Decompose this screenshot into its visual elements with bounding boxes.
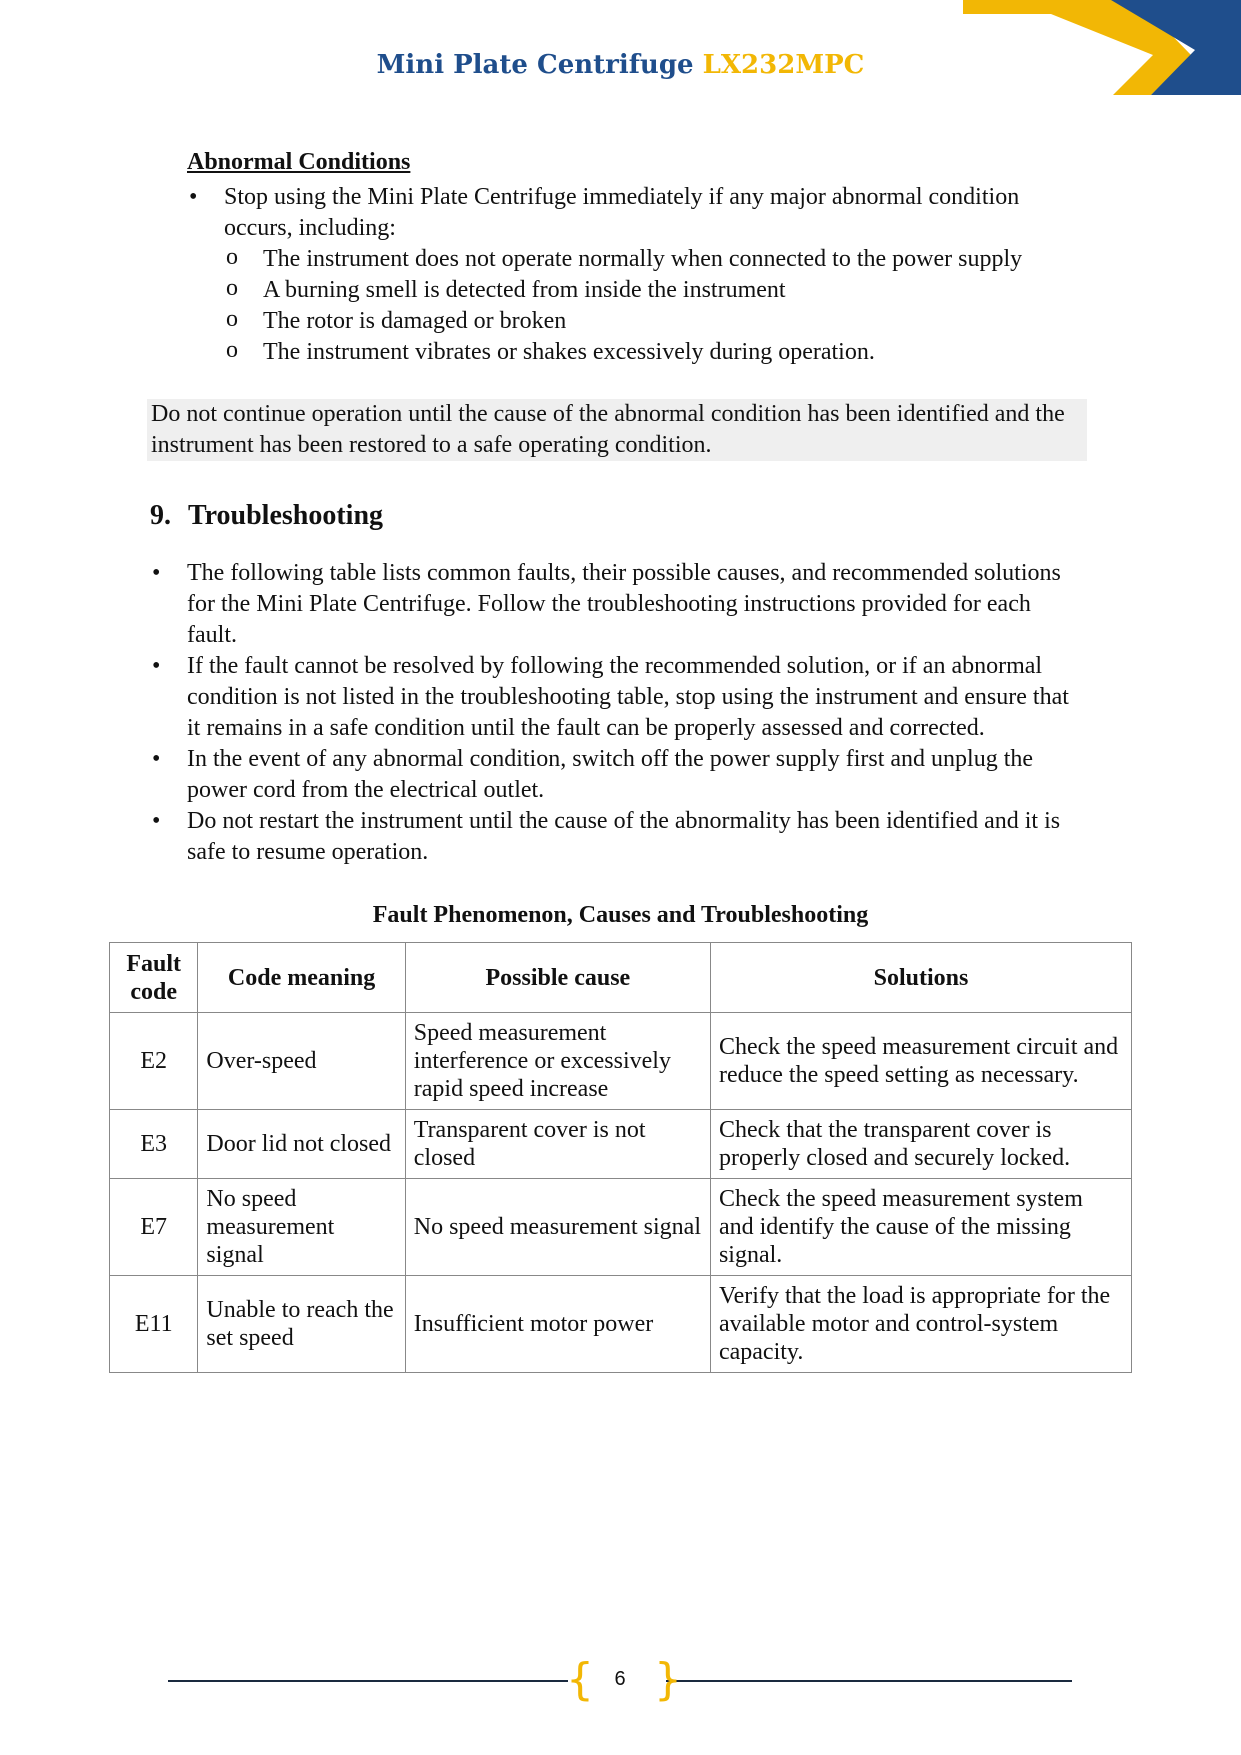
code-meaning-cell: No speed measurement signal [198,1179,405,1276]
list-item: • Stop using the Mini Plate Centrifuge immediately if any major abnormal condition occurs, including: [189,184,1020,241]
section-number: 9. [150,500,171,531]
header-product-name: Mini Plate Centrifuge [376,50,703,80]
circle-bullet-icon: o [226,275,238,301]
left-brace-icon: { [566,1654,594,1705]
list-item: o A burning smell is detected from inside the instrument [226,275,786,303]
document-header-title [0,50,1241,80]
fault-code-cell: E7 [110,1179,198,1276]
table-row [110,1179,1132,1276]
footer-divider-left [168,1680,568,1682]
bullet-icon: • [152,808,161,834]
abnormal-sub-list [223,244,1083,368]
circle-bullet-icon: o [226,337,238,363]
fault-code-cell: E11 [110,1276,198,1373]
circle-bullet-icon: o [226,306,238,332]
list-item: o The rotor is damaged or broken [226,306,567,334]
warning-note: Do not continue operation until the cause of the abnormal condition has been identified and the instrument has been restored to a safe operating condition. [147,399,1087,461]
solution-cell: Check the speed measurement circuit and reduce the speed setting as necessary. [710,1013,1131,1110]
column-header-possible-cause: Possible cause [405,943,710,1013]
section-title: Troubleshooting [188,500,384,531]
bullet-icon: • [152,746,161,772]
column-header-fault-code: Fault code [110,943,198,1013]
bullet-icon: • [189,184,198,210]
section-heading [150,500,383,532]
table-caption: Fault Phenomenon, Causes and Troubleshooting [372,902,869,928]
possible-cause-cell: Transparent cover is not closed [405,1110,710,1179]
list-item: • In the event of any abnormal condition, switch off the power supply first and unplug the power cord from the electrical outlet. [152,746,1034,803]
page-number: 6 [614,1668,626,1690]
solution-cell: Check that the transparent cover is properly closed and securely locked. [710,1110,1131,1179]
fault-code-cell: E2 [110,1013,198,1110]
bullet-icon: • [152,560,161,586]
solution-cell: Verify that the load is appropriate for the available motor and control-system capacity. [710,1276,1131,1373]
abnormal-bullet-list [187,182,1067,244]
table-header-row [110,943,1132,1013]
table-row [110,1110,1132,1179]
possible-cause-cell: Insufficient motor power [405,1276,710,1373]
circle-bullet-icon: o [226,244,238,270]
code-meaning-cell: Over-speed [198,1013,405,1110]
list-item: • If the fault cannot be resolved by following the recommended solution, or if an abnormal condition is not listed in the troubleshooting table, stop using the instrument and ensure that it remains in a safe condition until the fault can be properly assessed and corrected. [152,653,1069,741]
footer-divider-right [666,1680,1072,1682]
fault-table [109,942,1132,1373]
code-meaning-cell: Unable to reach the set speed [198,1276,405,1373]
possible-cause-cell: Speed measurement interference or excessively rapid speed increase [405,1013,710,1110]
table-row [110,1013,1132,1110]
list-item: o The instrument does not operate normally when connected to the power supply [226,244,1023,272]
list-item: o The instrument vibrates or shakes excessively during operation. [226,337,875,365]
list-item: • Do not restart the instrument until the cause of the abnormality has been identified and it is safe to resume operation. [152,808,1061,865]
code-meaning-cell: Door lid not closed [198,1110,405,1179]
right-brace-icon: } [654,1654,682,1705]
column-header-code-meaning: Code meaning [198,943,405,1013]
troubleshooting-bullet-list [150,558,1085,868]
header-model-number: LX232MPC [702,50,865,80]
possible-cause-cell: No speed measurement signal [405,1179,710,1276]
table-row [110,1276,1132,1373]
abnormal-conditions-heading: Abnormal Conditions [187,149,411,175]
column-header-solutions: Solutions [710,943,1131,1013]
bullet-icon: • [152,653,161,679]
fault-code-cell: E3 [110,1110,198,1179]
list-item: • The following table lists common faults, their possible causes, and recommended solutions for the Mini Plate Centrifuge. Follow the troubleshooting instructions provided for each fault. [152,560,1061,648]
solution-cell: Check the speed measurement system and identify the cause of the missing signal. [710,1179,1131,1276]
